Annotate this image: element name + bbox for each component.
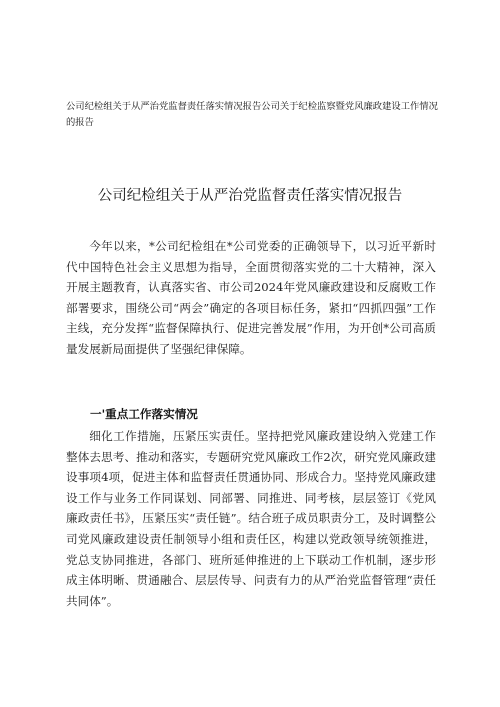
document-header-line: 公司纪检组关于从严治党监督责任落实情况报告公司关于纪检监察暨党风廉政建设工作情况的报告 [66, 101, 438, 128]
intro-paragraph: 今年以来，*公司纪检组在*公司党委的正确领导下，以习近平新时代中国特色社会主义思想为指导，全面贯彻落实党的二十大精神，深入开展主题教育，认真落实省、市公司2024年党风廉政建设和反腐败工作部署要求，围绕公司“两会”确定的各项目标任务，紧扣“四抓四强”工作主线，充分发挥“监督保障执行、促进完善发展”作用，为开创*公司高质量发展新局面提供了坚强纪律保障。 [66, 239, 436, 356]
section-heading: 一'重点工作落实情况 [90, 407, 198, 421]
section-paragraph: 细化工作措施，压紧压实责任。坚持把党风廉政建设纳入党建工作整体去思考、推动和落实，专题研究党风廉政工作2次，研究党风廉政建设事项4项，促进主体和监督责任贯通协同、形成合力。坚持党风廉政建设工作与业务工作同谋划、同部署、同推进、同考核，层层签订《党风廉政责任书》，压紧压实“责任链”。结合班子成员职责分工，及时调整公司党风廉政建设责任制领导小组和责任区，构建以党政领导统领推进，党总支协同推进，各部门、班所延伸推进的上下联动工作机制，逐步形成主体明晰、贯通融合、层层传导、问责有力的从严治党监督管理“责任共同体”。 [66, 429, 436, 608]
document-title: 公司纪检组关于从严治党监督责任落实情况报告 [97, 188, 403, 204]
